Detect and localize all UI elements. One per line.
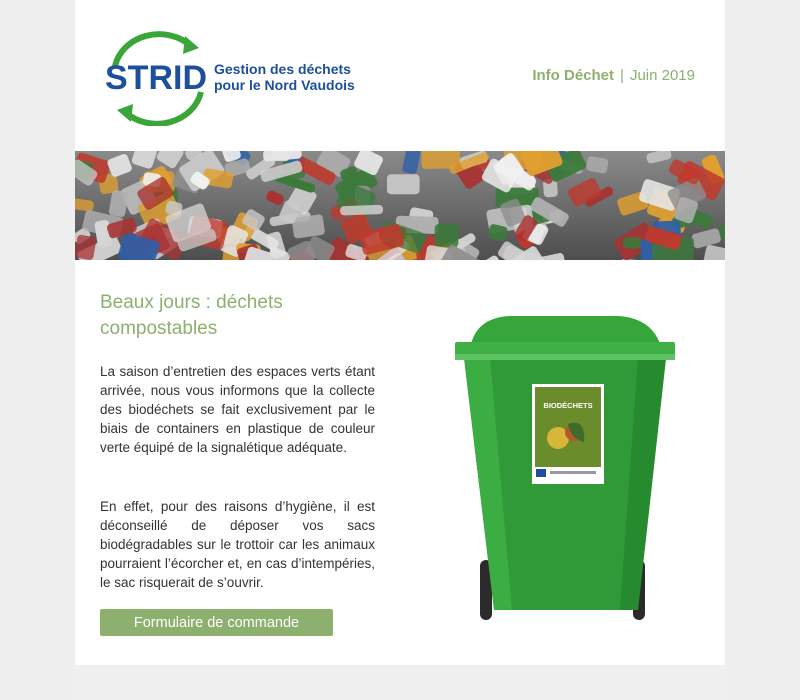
- compost-bin-icon: [450, 310, 680, 625]
- green-bin-image: [450, 310, 680, 625]
- can-shape: [340, 205, 383, 216]
- issue-info: [532, 67, 695, 84]
- can-shape: [434, 224, 458, 247]
- can-shape: [387, 174, 420, 194]
- can-shape: [623, 237, 641, 249]
- crushed-cans-image: [75, 151, 725, 260]
- issue-date: Juin 2019: [629, 67, 695, 84]
- article-title: Beaux jours : déchets compostables: [100, 292, 283, 339]
- newsletter: [75, 0, 725, 700]
- order-form-button[interactable]: Formulaire de commande: [100, 609, 333, 636]
- footer-band: [75, 665, 725, 700]
- article-paragraph-2: En effet, pour des raisons d’hygiène, il est déconseillé de déposer vos sacs biodégradables sur le trottoir car les animaux pourraient l’écorcher et, en cas d’intempéries, le sac risquerait de s’ouvrir.: [100, 499, 375, 590]
- issue-separator: |: [620, 67, 624, 84]
- article-paragraph-1: La saison d’entretien des espaces verts étant arrivée, nous vous informons que la collecte des biodéchets se fait exclusivement par le biais de containers en plastique de couleur verte équipé de la signalétique adéquate.: [100, 364, 375, 455]
- banner-image: [75, 151, 725, 260]
- brand-tagline-line2: pour le Nord Vaudois: [214, 77, 355, 93]
- brand-tagline-line1: Gestion des déchets: [214, 61, 351, 77]
- can-shape: [291, 214, 325, 239]
- issue-kind: Info Déchet: [532, 67, 615, 84]
- can-shape: [75, 234, 97, 260]
- brand-name: STRID: [105, 59, 207, 97]
- bin-label-text: BIODÉCHETS: [543, 401, 593, 410]
- recycle-arrows-icon: [103, 30, 213, 126]
- brand-tagline: [214, 61, 355, 93]
